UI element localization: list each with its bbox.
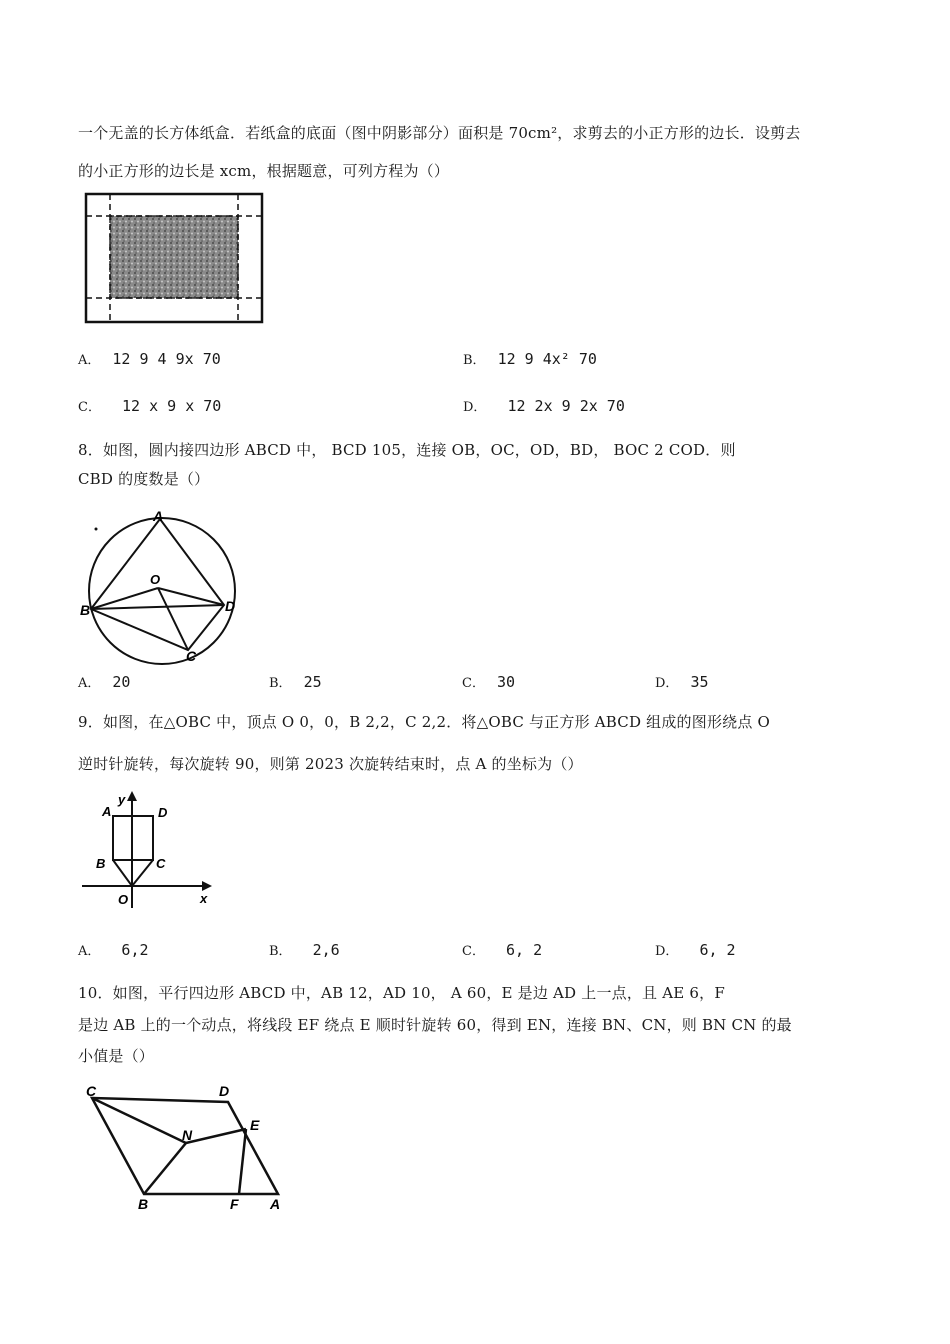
- q10-label-c: C: [86, 1083, 97, 1099]
- q9-label-d: D: [158, 805, 168, 820]
- q10-text-line-2: 是边 AB 上的一个动点，将线段 EF 绕点 E 顺时针旋转 60，得到 EN，连接 BN、CN，则 BN CN 的最: [78, 1016, 792, 1034]
- q9-option-d[interactable]: D． 6, 2: [655, 941, 736, 959]
- q10-parallelogram-figure: [78, 1078, 288, 1210]
- q9-option-a[interactable]: A． 6,2: [78, 941, 149, 959]
- q7-box-figure: [80, 188, 270, 328]
- q8-text-line-1: 8．如图，圆内接四边形 ABCD 中， BCD 105，连接 OB，OC，OD，BD， BOC 2 COD．则: [78, 441, 736, 459]
- q10-label-e: E: [250, 1117, 260, 1133]
- q7-option-d[interactable]: D． 12 2x 9 2x 70: [463, 397, 625, 415]
- q10-text-line-3: 小值是（）: [78, 1047, 155, 1065]
- q7-option-a[interactable]: A． 12 9 4 9x 70: [78, 350, 221, 368]
- q7-option-c[interactable]: C． 12 x 9 x 70: [78, 397, 222, 415]
- q9-label-a: A: [102, 804, 112, 819]
- q10-text-line-1: 10．如图，平行四边形 ABCD 中，AB 12，AD 10， A 60，E 是边 AD 上一点，且 AE 6，F: [78, 984, 725, 1002]
- q9-label-c: C: [156, 856, 166, 871]
- q10-label-d: D: [219, 1083, 230, 1099]
- q10-label-n: N: [182, 1127, 193, 1143]
- q9-axes-figure: [78, 788, 218, 910]
- q9-label-y: y: [118, 792, 126, 807]
- q8-text-line-2: CBD 的度数是（）: [78, 470, 210, 488]
- q8-label-c: C: [186, 648, 197, 664]
- q8-circle-figure: [78, 505, 248, 665]
- q9-label-o: O: [118, 892, 129, 907]
- q8-option-a[interactable]: A． 20: [78, 673, 131, 691]
- q9-text-line-2: 逆时针旋转，每次旋转 90，则第 2023 次旋转结束时，点 A 的坐标为（）: [78, 755, 583, 773]
- q7-text-line-1: 一个无盖的长方体纸盒．若纸盒的底面（图中阴影部分）面积是 70cm²，求剪去的小正方形的边长．设剪去: [78, 124, 801, 142]
- q8-option-b[interactable]: B． 25: [269, 673, 322, 691]
- q9-label-b: B: [96, 856, 106, 871]
- q9-label-x: x: [200, 891, 208, 906]
- q8-label-d: D: [225, 598, 236, 614]
- q10-label-b: B: [138, 1196, 149, 1210]
- q8-option-d[interactable]: D． 35: [655, 673, 709, 691]
- q10-label-a: A: [270, 1196, 281, 1210]
- q9-option-b[interactable]: B． 2,6: [269, 941, 340, 959]
- q9-text-line-1: 9．如图，在△OBC 中，顶点 O 0，0，B 2,2，C 2,2．将△OBC 与正方形 ABCD 组成的图形绕点 O: [78, 713, 771, 731]
- q8-label-a: A: [153, 508, 164, 524]
- q10-label-f: F: [230, 1196, 239, 1210]
- q8-label-b: B: [80, 602, 91, 618]
- q7-text-line-2: 的小正方形的边长是 xcm，根据题意，可列方程为（）: [78, 162, 450, 180]
- q8-option-c[interactable]: C． 30: [462, 673, 516, 691]
- q9-option-c[interactable]: C． 6, 2: [462, 941, 543, 959]
- q7-option-b[interactable]: B． 12 9 4x² 70: [463, 350, 597, 368]
- q8-label-o: O: [150, 572, 161, 587]
